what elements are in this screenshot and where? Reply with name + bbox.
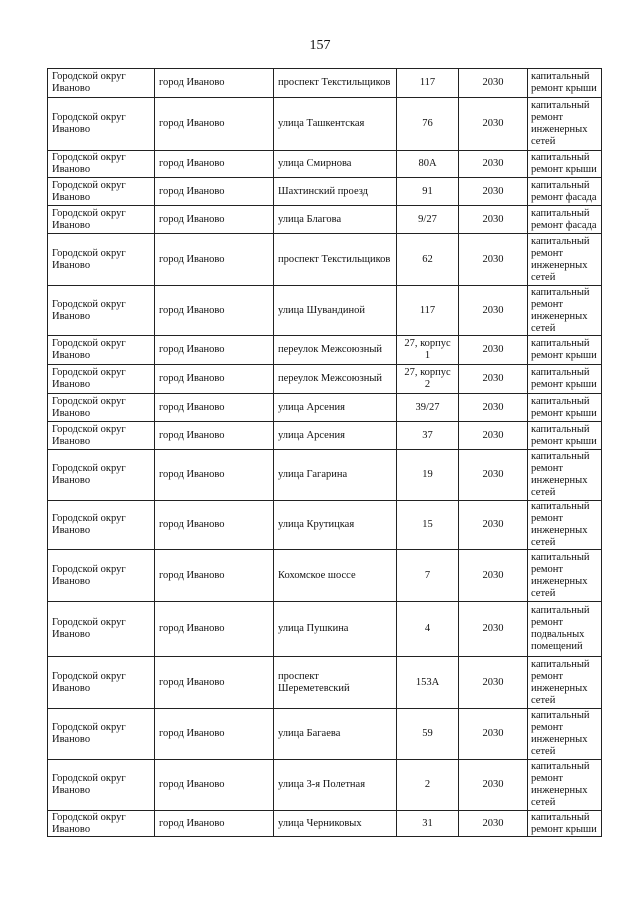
work-type-cell: капитальный ремонт фасада (528, 206, 602, 234)
district-cell: Городской округ Иваново (48, 98, 155, 151)
city-cell: город Иваново (155, 760, 274, 811)
year-cell: 2030 (459, 422, 528, 450)
house-number-cell: 4 (397, 602, 459, 657)
table-row (48, 657, 602, 709)
district-cell: Городской округ Иваново (48, 760, 155, 811)
table-row (48, 336, 602, 365)
street-cell: улица Шувандиной (274, 286, 397, 336)
year-cell: 2030 (459, 69, 528, 98)
street-cell: переулок Межсоюзный (274, 336, 397, 365)
table-row (48, 365, 602, 394)
work-type-cell: капитальный ремонт инженерных сетей (528, 760, 602, 811)
house-number-cell: 27, корпус 2 (397, 365, 459, 394)
city-cell: город Иваново (155, 657, 274, 709)
district-cell: Городской округ Иваново (48, 206, 155, 234)
work-type-cell: капитальный ремонт инженерных сетей (528, 234, 602, 286)
work-type-cell: капитальный ремонт инженерных сетей (528, 450, 602, 501)
street-cell: улица Багаева (274, 709, 397, 760)
street-cell: проспект Текстильщиков (274, 234, 397, 286)
street-cell: улица Смирнова (274, 151, 397, 178)
district-cell: Городской округ Иваново (48, 422, 155, 450)
street-cell: улица Черниковых (274, 811, 397, 837)
district-cell: Городской округ Иваново (48, 550, 155, 602)
city-cell: город Иваново (155, 151, 274, 178)
district-cell: Городской округ Иваново (48, 151, 155, 178)
street-cell: улица Гагарина (274, 450, 397, 501)
year-cell: 2030 (459, 450, 528, 501)
table-row (48, 394, 602, 422)
work-type-cell: капитальный ремонт фасада (528, 178, 602, 206)
work-type-cell: капитальный ремонт инженерных сетей (528, 98, 602, 151)
district-cell: Городской округ Иваново (48, 657, 155, 709)
year-cell: 2030 (459, 178, 528, 206)
street-cell: улица Арсения (274, 394, 397, 422)
city-cell: город Иваново (155, 178, 274, 206)
city-cell: город Иваново (155, 234, 274, 286)
work-type-cell: капитальный ремонт крыши (528, 336, 602, 365)
year-cell: 2030 (459, 501, 528, 550)
city-cell: город Иваново (155, 550, 274, 602)
district-cell: Городской округ Иваново (48, 709, 155, 760)
house-number-cell: 117 (397, 286, 459, 336)
city-cell: город Иваново (155, 450, 274, 501)
year-cell: 2030 (459, 760, 528, 811)
house-number-cell: 31 (397, 811, 459, 837)
house-number-cell: 91 (397, 178, 459, 206)
street-cell: улица Арсения (274, 422, 397, 450)
table-row (48, 151, 602, 178)
house-number-cell: 15 (397, 501, 459, 550)
street-cell: проспект Текстильщиков (274, 69, 397, 98)
work-type-cell: капитальный ремонт инженерных сетей (528, 286, 602, 336)
district-cell: Городской округ Иваново (48, 69, 155, 98)
table-row (48, 811, 602, 837)
city-cell: город Иваново (155, 422, 274, 450)
city-cell: город Иваново (155, 709, 274, 760)
year-cell: 2030 (459, 336, 528, 365)
table-row (48, 69, 602, 98)
district-cell: Городской округ Иваново (48, 365, 155, 394)
year-cell: 2030 (459, 550, 528, 602)
house-number-cell: 9/27 (397, 206, 459, 234)
work-type-cell: капитальный ремонт инженерных сетей (528, 501, 602, 550)
table-row (48, 178, 602, 206)
house-number-cell: 39/27 (397, 394, 459, 422)
year-cell: 2030 (459, 206, 528, 234)
street-cell: переулок Межсоюзный (274, 365, 397, 394)
street-cell: Шахтинский проезд (274, 178, 397, 206)
district-cell: Городской округ Иваново (48, 336, 155, 365)
street-cell: улица Благова (274, 206, 397, 234)
house-number-cell: 62 (397, 234, 459, 286)
city-cell: город Иваново (155, 336, 274, 365)
repair-plan-table (47, 68, 602, 837)
work-type-cell: капитальный ремонт крыши (528, 151, 602, 178)
work-type-cell: капитальный ремонт инженерных сетей (528, 657, 602, 709)
district-cell: Городской округ Иваново (48, 450, 155, 501)
house-number-cell: 37 (397, 422, 459, 450)
city-cell: город Иваново (155, 602, 274, 657)
district-cell: Городской округ Иваново (48, 501, 155, 550)
street-cell: улица Крутицкая (274, 501, 397, 550)
city-cell: город Иваново (155, 98, 274, 151)
city-cell: город Иваново (155, 501, 274, 550)
street-cell: Кохомское шоссе (274, 550, 397, 602)
table-row (48, 709, 602, 760)
year-cell: 2030 (459, 811, 528, 837)
city-cell: город Иваново (155, 365, 274, 394)
district-cell: Городской округ Иваново (48, 178, 155, 206)
district-cell: Городской округ Иваново (48, 811, 155, 837)
year-cell: 2030 (459, 394, 528, 422)
table-row (48, 760, 602, 811)
house-number-cell: 76 (397, 98, 459, 151)
city-cell: город Иваново (155, 286, 274, 336)
year-cell: 2030 (459, 709, 528, 760)
work-type-cell: капитальный ремонт крыши (528, 365, 602, 394)
table-row (48, 550, 602, 602)
year-cell: 2030 (459, 602, 528, 657)
city-cell: город Иваново (155, 206, 274, 234)
year-cell: 2030 (459, 151, 528, 178)
work-type-cell: капитальный ремонт крыши (528, 69, 602, 98)
house-number-cell: 59 (397, 709, 459, 760)
district-cell: Городской округ Иваново (48, 602, 155, 657)
work-type-cell: капитальный ремонт крыши (528, 422, 602, 450)
year-cell: 2030 (459, 234, 528, 286)
district-cell: Городской округ Иваново (48, 234, 155, 286)
street-cell: проспект Шереметевский (274, 657, 397, 709)
work-type-cell: капитальный ремонт крыши (528, 811, 602, 837)
work-type-cell: капитальный ремонт крыши (528, 394, 602, 422)
district-cell: Городской округ Иваново (48, 286, 155, 336)
house-number-cell: 27, корпус 1 (397, 336, 459, 365)
district-cell: Городской округ Иваново (48, 394, 155, 422)
house-number-cell: 19 (397, 450, 459, 501)
city-cell: город Иваново (155, 811, 274, 837)
work-type-cell: капитальный ремонт подвальных помещений (528, 602, 602, 657)
table-row (48, 422, 602, 450)
street-cell: улица Ташкентская (274, 98, 397, 151)
page-number: 157 (309, 38, 331, 53)
table-row (48, 98, 602, 151)
house-number-cell: 7 (397, 550, 459, 602)
table-row (48, 286, 602, 336)
year-cell: 2030 (459, 365, 528, 394)
year-cell: 2030 (459, 286, 528, 336)
table-row (48, 602, 602, 657)
work-type-cell: капитальный ремонт инженерных сетей (528, 550, 602, 602)
house-number-cell: 2 (397, 760, 459, 811)
table-row (48, 206, 602, 234)
table-row (48, 234, 602, 286)
house-number-cell: 80А (397, 151, 459, 178)
house-number-cell: 117 (397, 69, 459, 98)
work-type-cell: капитальный ремонт инженерных сетей (528, 709, 602, 760)
table-row (48, 501, 602, 550)
street-cell: улица 3-я Полетная (274, 760, 397, 811)
city-cell: город Иваново (155, 394, 274, 422)
city-cell: город Иваново (155, 69, 274, 98)
street-cell: улица Пушкина (274, 602, 397, 657)
house-number-cell: 153А (397, 657, 459, 709)
year-cell: 2030 (459, 98, 528, 151)
table-row (48, 450, 602, 501)
year-cell: 2030 (459, 657, 528, 709)
